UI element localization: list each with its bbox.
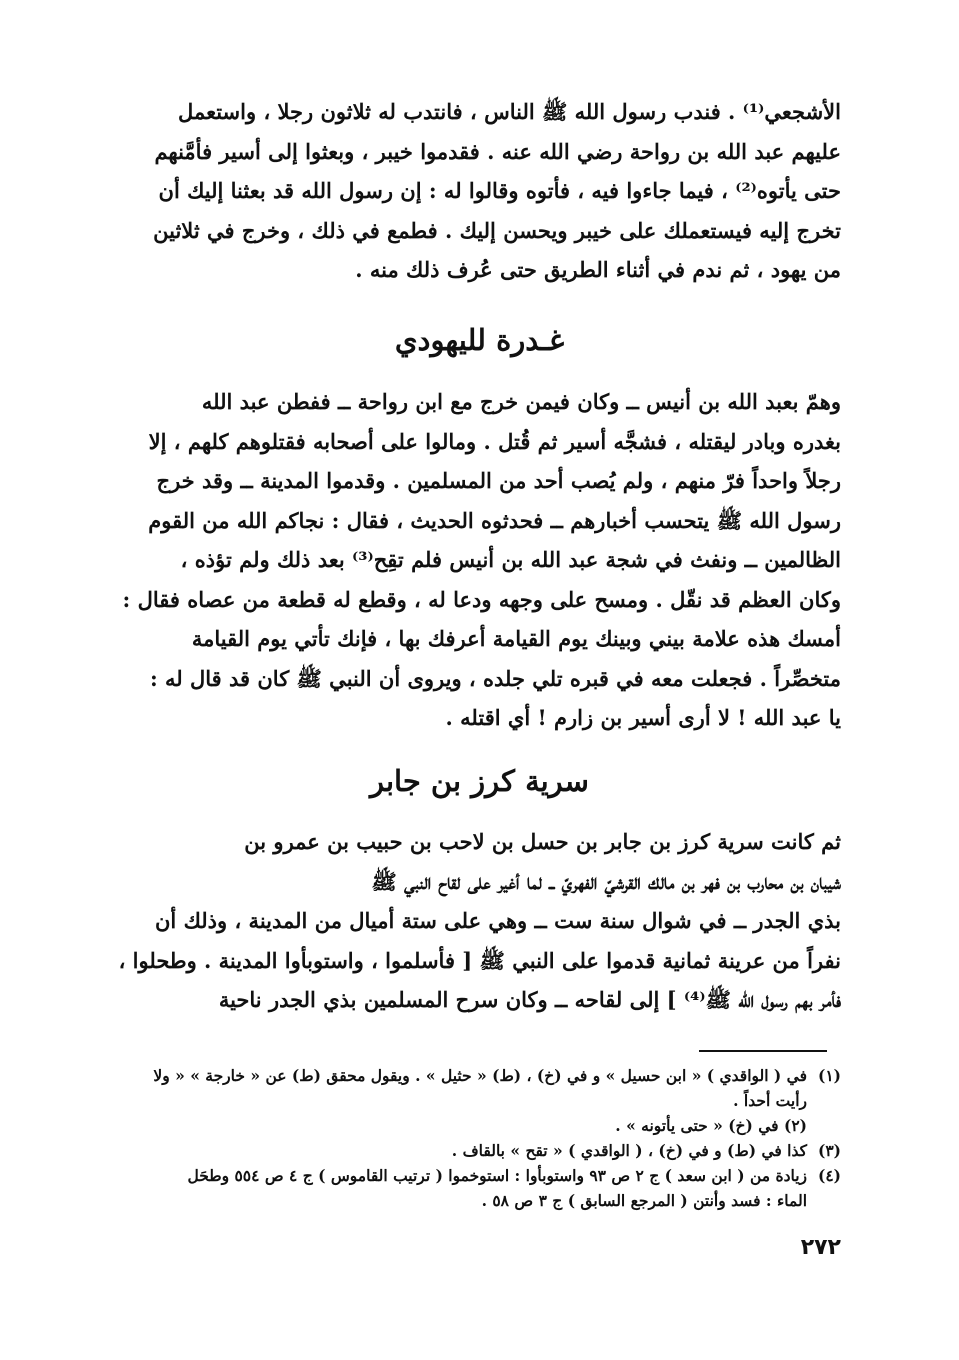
footnote-line (117, 1138, 841, 1163)
text-line: بغدره وبادر ليقتله ، فشجَّه أسير ثم قُتل . ومالوا على أصحابه فقتلوهم كلهم ، إلا (148, 428, 841, 454)
text-line: وهمّ بعبد الله بن أنيس ــ وكان فيمن خرج مع ابن رواحة ــ ففطن عبد الله (201, 389, 841, 414)
text-line: يا عبد الله ! لا أرى أسير بن زارم ! أي اقتله . (445, 705, 841, 730)
text-line: تخرج إليه فيستعملك على خيبر ويحسن إليك . فطمع في ذلك ، وخرج في ثلاثين (153, 217, 841, 243)
footnote-number: (٣) (817, 1141, 841, 1160)
text-line: وكان العظم قد نقّل . ومسح على وجهه ودعا له ، وقطع له قطعة من عصاه فقال : (122, 586, 841, 612)
footnote-line: رأيت أحداً . (733, 1091, 807, 1110)
footnote-number: (١) (817, 1066, 841, 1085)
footnote-number: (٤) (817, 1166, 841, 1185)
footnote-text: زيادة من ( ابن سعد ) ج ٢ ص ٩٣ واستوبأوا : استوخموا ( ترتيب القاموس ) ج ٤ ص ٥٥٤ وطحَل (187, 1166, 807, 1185)
footnote-text: في ( الواقدي ) « ابن حسيل » و في (خ) ، (ط) « حثيل » . ويقول محقق (ط) عن « خارجة » « ولا (153, 1066, 807, 1085)
text-line: فأمر بهم رسول الله ﷺ⁽⁴⁾ ] إلى لقاحه ــ وكان سرح المسلمين بذي الجدر ناحية (218, 987, 841, 1012)
text-line: الظالمين ــ ونفث في شجة عبد الله بن أنيس فلم تقِح⁽³⁾ بعد ذلك ولم تؤذه ، (180, 547, 841, 572)
footnote-line (117, 1063, 841, 1088)
footnote-line: (٢) في (خ) « حتى يأتونه » . (615, 1116, 807, 1135)
text-line: شيبان بن محارب بن فهر بن مالك القرشيّ الفهريّ ــ لما أغير على لقاح النبي ﷺ (371, 868, 841, 894)
section-heading: غـدرة لليهودي (394, 323, 565, 357)
text-line: من يهود ، ثم ندم في أثناء الطريق حتى عُرف ذلك منه . (355, 257, 841, 282)
paragraph-intro (117, 92, 841, 290)
footnote-line (117, 1163, 841, 1188)
text-line: حتى يأتوه⁽²⁾ ، فيما جاءوا فيه ، فأتوه وقالوا له : إن رسول الله قد بعثنا إليك أن (158, 178, 841, 203)
text-line: نفراً من عرينة ثمانية قدموا على النبي ﷺ [ فأسلموا ، واستوبأوا المدينة . وطحلوا ، (118, 947, 841, 973)
text-line: الأشجعي⁽¹⁾ . فندب رسول الله ﷺ الناس ، فانتدب له ثلاثون رجلا ، واستعمل (178, 99, 841, 124)
text-line: متخصِّراً . فجعلت معه في قبره تلي جلده ، ويروى أن النبي ﷺ كان قد قال له : (149, 665, 841, 691)
text-line: أمسك هذه علامة بيني وبينك يوم القيامة أعرفك بها ، فإنك تأتي يوم القيامة (191, 626, 841, 651)
text-line: ثم كانت سرية كرز بن جابر بن حسل بن لاحب بن حبيب بن عمرو بن (244, 829, 841, 854)
page-number: ٢٧٢ (800, 1235, 841, 1260)
footnote-text: كذا في (ط) و في (خ) ، ( الواقدي ) « تقح » بالقاف . (451, 1141, 807, 1160)
paragraph-betrayal (117, 382, 841, 738)
text-line: عليهم عبد الله بن رواحة رضي الله عنه . فقدموا خيبر ، وبعثوا إلى أسير فأمَّنهم (154, 138, 841, 164)
footnotes (117, 1063, 841, 1213)
text-line: بذي الجدر ــ في شوال سنة ست ــ وهي على ستة أميال من المدينة ، وذلك أن (155, 908, 841, 933)
text-line: رجلاً واحداً فرّ منهم ، ولم يُصب أحد من المسلمين . وقدموا المدينة ــ وقد خرج (156, 468, 841, 493)
section-heading: سرية كرز بن جابر (369, 764, 589, 798)
text-line: رسول الله ﷺ يتحسب أخبارهم ــ فحدثوه الحديث ، فقال : نجاكم الله من القوم (148, 507, 841, 533)
paragraph-expedition (117, 822, 841, 1020)
footnote-separator (699, 1050, 827, 1052)
footnote-line: الماء : فسد وأنتن ( المرجع السابق ) ج ٣ ص ٥٨ . (481, 1191, 807, 1210)
